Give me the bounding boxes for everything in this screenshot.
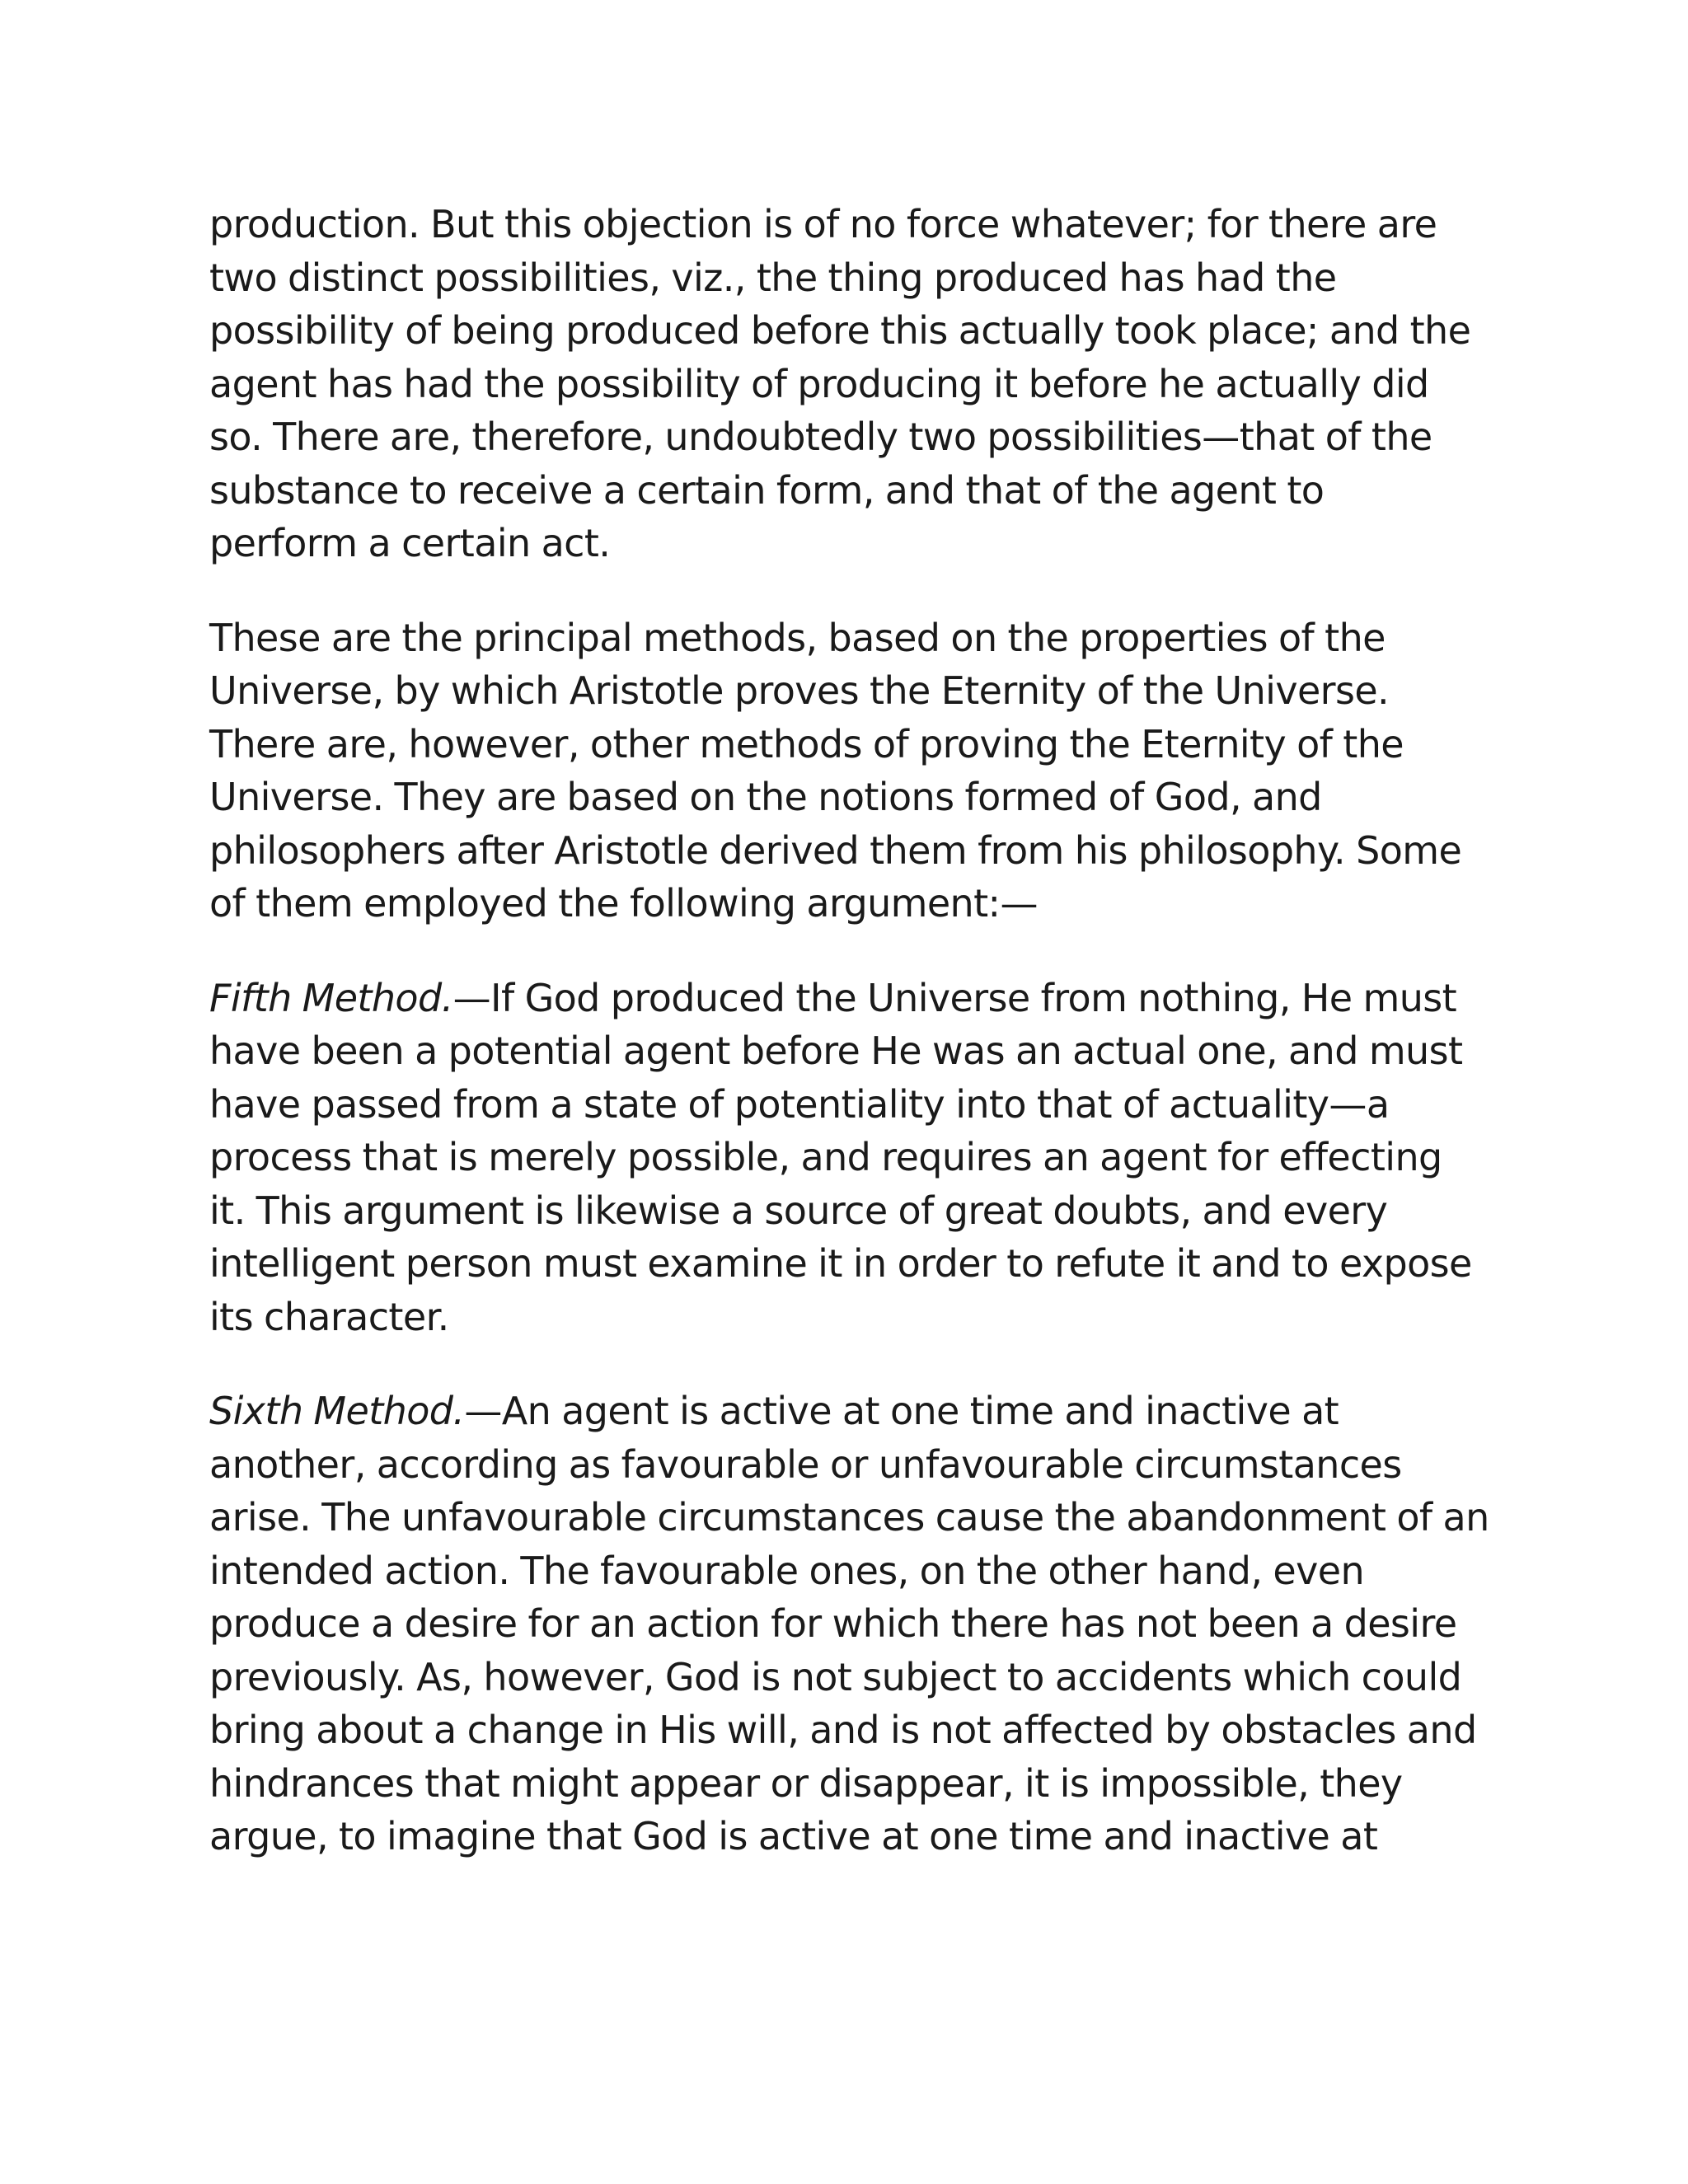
method-heading: Fifth Method. [209, 975, 453, 1020]
text-line: have been a potential agent before He was an actual one, and must [209, 1029, 1463, 1073]
text-line: produce a desire for an action for which there has not been a desire [209, 1601, 1457, 1646]
text-line: hindrances that might appear or disappear, it is impossible, they [209, 1760, 1403, 1806]
text-line: possibility of being produced before this actually took place; and the [209, 308, 1471, 353]
text-line: another, according as favourable or unfavourable circumstances [209, 1441, 1402, 1487]
text-line: perform a certain act. [209, 521, 611, 565]
text-line: arise. The unfavourable circumstances cause the abandonment of an [209, 1495, 1489, 1540]
text-line: of them employed the following argument:— [209, 881, 1038, 926]
text-line: have passed from a state of potentiality into that of actuality—a [209, 1081, 1390, 1127]
text-line: argue, to imagine that God is active at one time and inactive at [209, 1814, 1378, 1858]
text-line: its character. [209, 1294, 449, 1339]
text-line: intended action. The favourable ones, on the other hand, even [209, 1548, 1364, 1593]
text-line: agent has had the possibility of producing it before he actually did [209, 361, 1429, 406]
text-line [209, 972, 1495, 1025]
text-line: intelligent person must examine it in order to refute it and to expose [209, 1241, 1472, 1286]
text-run: —If God produced the Universe from nothing, He must [452, 975, 1457, 1020]
paragraph-fifth-method [209, 972, 1495, 1344]
text-line: Universe. They are based on the notions formed of God, and [209, 775, 1322, 819]
text-line: There are, however, other methods of proving the Eternity of the [209, 721, 1404, 766]
text-line: Universe, by which Aristotle proves the Eternity of the Universe. [209, 668, 1390, 713]
method-heading: Sixth Method. [209, 1389, 465, 1433]
text-run: —An agent is active at one time and inactive at [464, 1389, 1339, 1433]
text-line [209, 1385, 1495, 1438]
text-line: substance to receive a certain form, and that of the agent to [209, 467, 1325, 513]
text-line: so. There are, therefore, undoubtedly two possibilities—that of the [209, 415, 1432, 459]
text-line: process that is merely possible, and requires an agent for effecting [209, 1135, 1442, 1179]
body-text [209, 198, 1495, 1905]
paragraph-principal-methods [209, 612, 1495, 930]
text-line: it. This argument is likewise a source of great doubts, and every [209, 1188, 1388, 1233]
text-line: production. But this objection is of no force whatever; for there are [209, 202, 1437, 246]
text-line: philosophers after Aristotle derived them from his philosophy. Some [209, 827, 1462, 873]
paragraph-possibilities [209, 198, 1495, 570]
text-line: previously. As, however, God is not subject to accidents which could [209, 1654, 1462, 1699]
text-line: two distinct possibilities, viz., the thing produced has had the [209, 255, 1337, 300]
paragraph-sixth-method [209, 1385, 1495, 1863]
text-line: bring about a change in His will, and is not affected by obstacles and [209, 1708, 1477, 1752]
text-line: These are the principal methods, based on the properties of the [209, 615, 1386, 660]
